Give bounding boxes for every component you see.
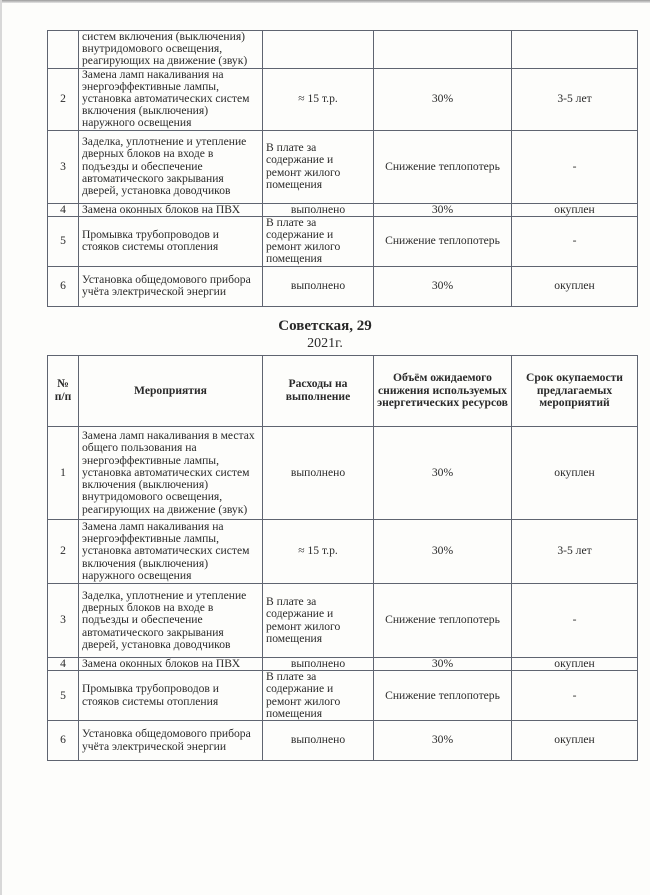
table-row (48, 216, 638, 266)
row-activity: Замена оконных блоков на ПВХ (79, 203, 263, 216)
row-reduction: 30% (374, 203, 512, 216)
row-reduction: Снижение теплопотерь (374, 130, 512, 203)
scan-edge-top (0, 0, 650, 3)
header-number: № п/п (48, 356, 79, 427)
row-cost: выполнено (263, 427, 374, 520)
row-activity: Промывка трубопроводов и стояков системы отопления (79, 671, 263, 721)
measures-table-continued (47, 30, 638, 307)
row-number: 2 (48, 520, 79, 584)
measures-table (47, 355, 638, 761)
row-reduction: Снижение теплопотерь (374, 584, 512, 658)
row-reduction: Снижение теплопотерь (374, 671, 512, 721)
section-address: Советская, 29 (278, 318, 372, 334)
table-row (48, 203, 638, 216)
table-row (48, 31, 638, 69)
row-reduction: 30% (374, 520, 512, 584)
row-cost: В плате за содержание и ремонт жилого помещения (263, 216, 374, 266)
table-row (48, 130, 638, 203)
row-activity: Установка общедомового прибора учёта электрической энергии (79, 266, 263, 306)
row-activity: Заделка, уплотнение и утепление дверных блоков на входе в подъезды и обеспечение автоматического закрывания дверей, установка доводчиков (79, 130, 263, 203)
row-cost: В плате за содержание и ремонт жилого помещения (263, 130, 374, 203)
row-number: 3 (48, 584, 79, 658)
row-cost: выполнено (263, 721, 374, 761)
section-year: 2021г. (307, 336, 343, 351)
table-row (48, 584, 638, 658)
row-cost (263, 31, 374, 69)
row-activity: Установка общедомового прибора учёта электрической энергии (79, 721, 263, 761)
row-activity: Промывка трубопроводов и стояков системы отопления (79, 216, 263, 266)
table-row (48, 658, 638, 671)
row-payback (512, 31, 638, 69)
row-payback: окуплен (512, 266, 638, 306)
table-row (48, 721, 638, 761)
row-activity: Заделка, уплотнение и утепление дверных блоков на входе в подъезды и обеспечение автоматического закрывания дверей, установка доводчиков (79, 584, 263, 658)
row-reduction: 30% (374, 266, 512, 306)
row-reduction: 30% (374, 427, 512, 520)
row-cost: В плате за содержание и ремонт жилого помещения (263, 671, 374, 721)
row-payback: - (512, 216, 638, 266)
row-number: 4 (48, 203, 79, 216)
row-reduction (374, 31, 512, 69)
table-row (48, 266, 638, 306)
row-number: 1 (48, 427, 79, 520)
row-number: 4 (48, 658, 79, 671)
row-activity: Замена оконных блоков на ПВХ (79, 658, 263, 671)
row-payback: - (512, 671, 638, 721)
row-cost: выполнено (263, 266, 374, 306)
row-activity: Замена ламп накаливания в местах общего пользования на энергоэффективные лампы, установка автоматических систем включения (выключения) внутридомового освещения, реагирующих на движение (звук) (79, 427, 263, 520)
header-activity: Мероприятия (79, 356, 263, 427)
row-number: 3 (48, 130, 79, 203)
row-number: 5 (48, 671, 79, 721)
header-payback: Срок окупаемости предлагаемых мероприятий (512, 356, 638, 427)
row-number (48, 31, 79, 69)
row-number: 6 (48, 266, 79, 306)
table-row (48, 671, 638, 721)
row-number: 5 (48, 216, 79, 266)
header-reduction: Объём ожидаемого снижения используемых энергетических ресурсов (374, 356, 512, 427)
row-payback: - (512, 584, 638, 658)
row-payback: окуплен (512, 427, 638, 520)
row-payback: окуплен (512, 203, 638, 216)
row-payback: - (512, 130, 638, 203)
row-activity: Замена ламп накаливания на энергоэффективные лампы, установка автоматических систем включения (выключения) наружного освещения (79, 520, 263, 584)
row-cost: ≈ 15 т.р. (263, 68, 374, 130)
row-reduction: 30% (374, 721, 512, 761)
row-payback: окуплен (512, 658, 638, 671)
table-row (48, 427, 638, 520)
row-number: 2 (48, 68, 79, 130)
row-number: 6 (48, 721, 79, 761)
table-row (48, 520, 638, 584)
table-header-row (48, 356, 638, 427)
table-row (48, 68, 638, 130)
header-cost: Расходы на выполнение (263, 356, 374, 427)
row-activity: Замена ламп накаливания на энергоэффективные лампы, установка автоматических систем включения (выключения) наружного освещения (79, 68, 263, 130)
row-payback: окуплен (512, 721, 638, 761)
row-cost: выполнено (263, 203, 374, 216)
row-activity: систем включения (выключения) внутридомового освещения, реагирующих на движение (звук) (79, 31, 263, 69)
row-payback: 3-5 лет (512, 520, 638, 584)
row-reduction: 30% (374, 658, 512, 671)
row-reduction: Снижение теплопотерь (374, 216, 512, 266)
row-cost: ≈ 15 т.р. (263, 520, 374, 584)
row-cost: В плате за содержание и ремонт жилого помещения (263, 584, 374, 658)
row-payback: 3-5 лет (512, 68, 638, 130)
scan-edge-left (0, 0, 2, 895)
row-cost: выполнено (263, 658, 374, 671)
row-reduction: 30% (374, 68, 512, 130)
